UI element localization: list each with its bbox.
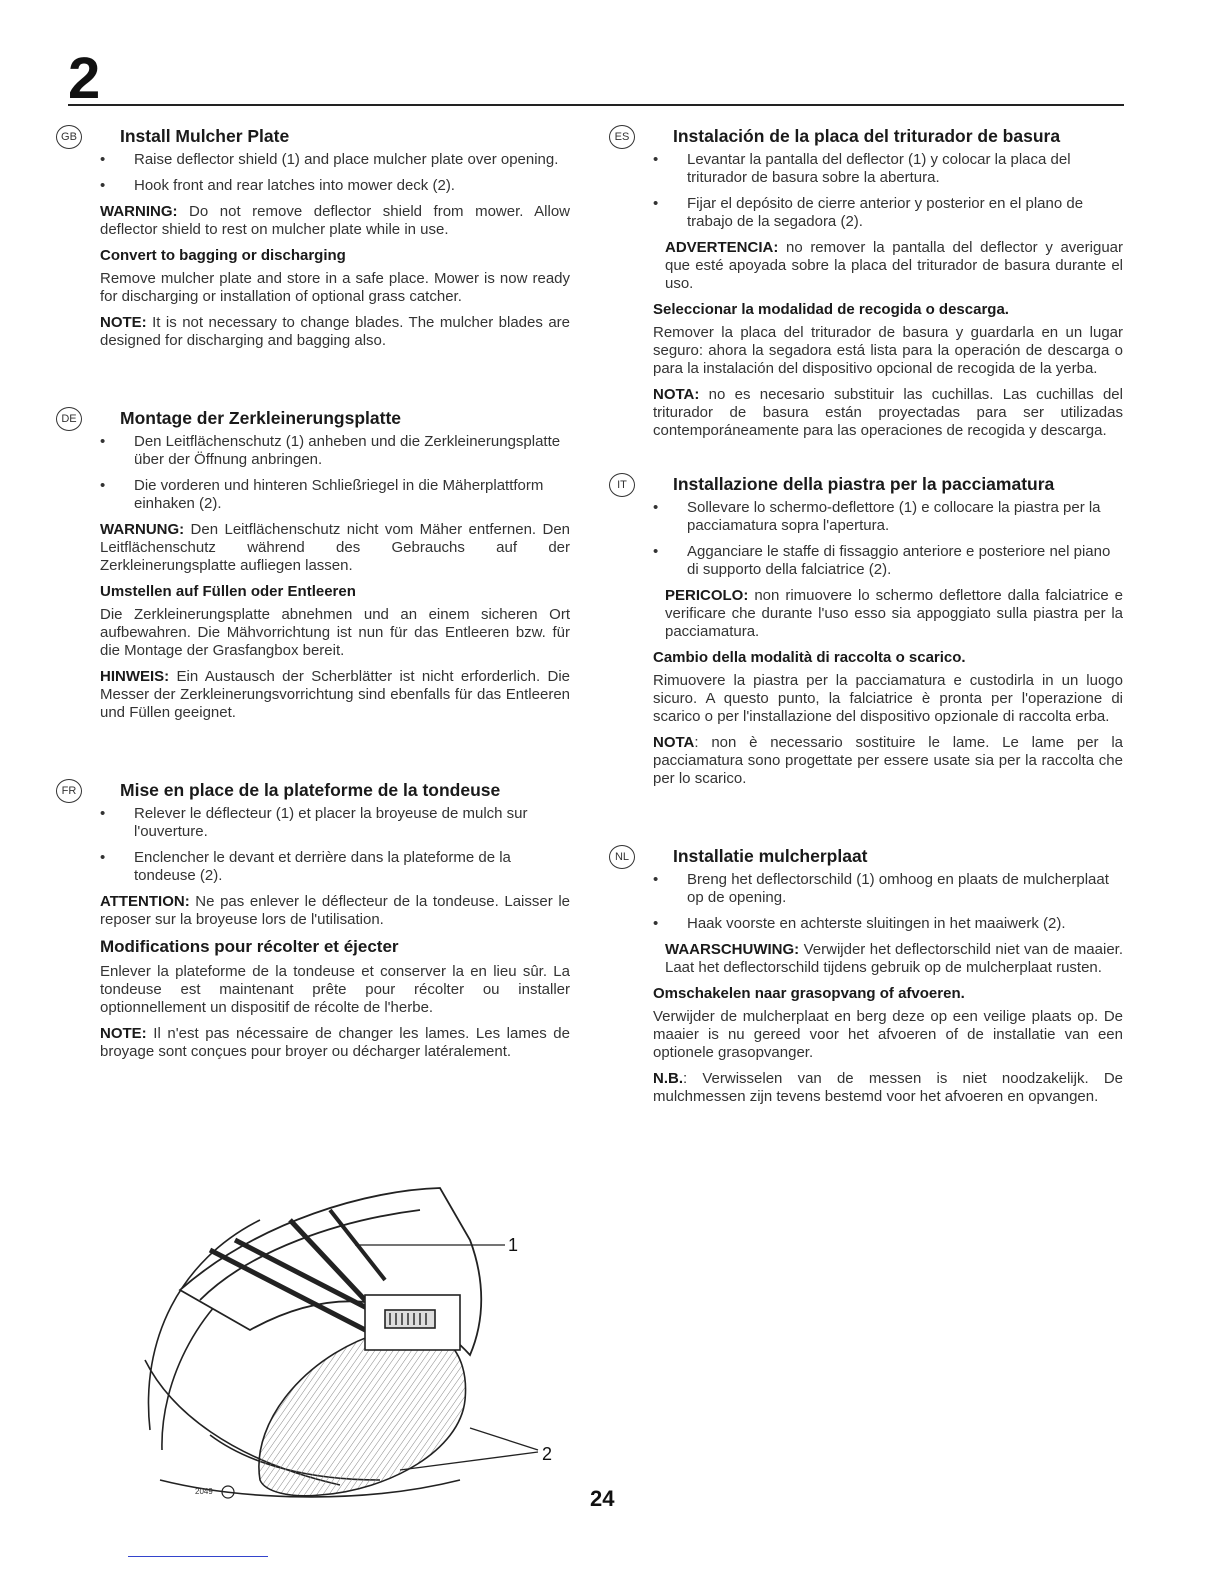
note-label: HINWEIS: [100,668,170,685]
subheading: Omschakelen naar grasopvang of afvoeren. [653,985,965,1002]
bullet-icon: • [653,499,659,516]
bullet-icon: • [100,805,106,822]
instruction-list [100,151,570,195]
header-rule [68,104,1124,106]
section-es [614,126,1123,440]
language-badge-it: IT [609,473,635,497]
section-nl-heading [614,846,1123,867]
bullet-icon: • [100,849,106,866]
instruction-list [653,499,1123,579]
right-column [614,126,1123,1114]
instruction-item: • Fijar el depósito de cierre anterior y posterior en el plano de trabajo de la segadora (2). [653,195,1084,230]
note-paragraph: NOTE: Il n'est pas nécessaire de changer les lames. Les lames de broyage sont conçues pour broyer ou décharger latéralement. [100,1025,570,1060]
callout-2-label: 2 [542,1444,553,1464]
instruction-item: • Hook front and rear latches into mower deck (2). [100,177,455,194]
warning-paragraph: PERICOLO: non rimuovere lo schermo deflettore dalla falciatrice e verificare che durante l'uso esso sia appoggiato sulla piastra per la pacciamatura. [665,587,1123,640]
note-paragraph: NOTA: no es necesario substituir las cuchillas. Las cuchillas del triturador de basura están proyectadas para ser utilizadas contemporáneamente para las operaciones de recogida y descarga. [653,386,1123,439]
body-paragraph: Remover la placa del triturador de basura y guardarla en un lugar seguro: ahora la segadora está lista para la operación de descarga o para la instalación del dispositivo opcional de recogida de la yerba. [653,324,1123,377]
instruction-list [653,871,1123,933]
section-title: Install Mulcher Plate [120,126,290,146]
instruction-item: • Die vorderen und hinteren Schließriegel in die Mäherplattform einhaken (2). [100,477,544,512]
warning-paragraph: WAARSCHUWING: Verwijder het deflectorschild niet van de maaier. Laat het deflectorschild tijdens gebruik op de mulcherplaat rusten. [665,941,1123,976]
instruction-list [100,433,570,513]
warning-label: ADVERTENCIA: [665,239,779,256]
note-paragraph: NOTE: It is not necessary to change blades. The mulcher blades are designed for discharging and bagging also. [100,314,570,349]
subheading: Seleccionar la modalidad de recogida o descarga. [653,301,1009,318]
warning-label: PERICOLO: [665,587,749,604]
bullet-icon: • [653,915,659,932]
note-paragraph: N.B.: Verwisselen van de messen is niet noodzakelijk. De mulchmessen zijn tevens bestemd voor het afvoeren en opvangen. [653,1070,1123,1105]
warning-paragraph: ATTENTION: Ne pas enlever le déflecteur de la tondeuse. Laisser le reposer sur la broyeuse lors de l'utilisation. [100,893,570,928]
warning-paragraph: WARNUNG: Den Leitflächenschutz nicht vom Mäher entfernen. Den Leitflächenschutz während des Gebrauchs auf der Zerkleinerungsplatte aufliegen lassen. [100,521,570,574]
note-paragraph: HINWEIS: Ein Austausch der Scherblätter ist nicht erforderlich. Die Messer der Zerkleinerungsvorrichtung sind ebenfalls für das Entleeren und Füllen geeignet. [100,668,570,721]
bullet-icon: • [653,151,659,168]
subheading: Cambio della modalità di raccolta o scarico. [653,649,966,666]
body-paragraph: Enlever la plateforme de la tondeuse et conserver la en lieu sûr. La tondeuse est maintenant prête pour récolter ou installer optionnellement un dispositif de récolte de l'herbe. [100,963,570,1016]
warning-paragraph: WARNING: Do not remove deflector shield from mower. Allow deflector shield to rest on mulcher plate while in use. [100,203,570,238]
page-number: 24 [590,1486,615,1511]
subheading: Modifications pour récolter et éjecter [100,937,399,956]
bullet-icon: • [100,151,106,168]
bullet-icon: • [653,871,659,888]
instruction-item: • Enclencher le devant et derrière dans la plateforme de la tondeuse (2). [100,849,511,884]
section-de-heading [61,408,570,429]
section-title: Installatie mulcherplaat [673,846,868,866]
bullet-icon: • [100,433,106,450]
instruction-item: • Relever le déflecteur (1) et placer la broyeuse de mulch sur l'ouverture. [100,805,528,840]
body-paragraph: Verwijder de mulcherplaat en berg deze op een veilige plaats op. De maaier is nu gereed voor het afvoeren of de installatie van een optionele grasopvanger. [653,1008,1123,1061]
section-nl [614,846,1123,1106]
language-badge-gb: GB [56,125,82,149]
section-it-heading [617,474,1123,495]
instruction-list [653,151,1123,231]
instruction-item: • Raise deflector shield (1) and place mulcher plate over opening. [100,151,559,168]
note-label: NOTA: [653,386,700,403]
language-badge-es: ES [609,125,635,149]
section-fr [61,780,570,1061]
section-it [617,474,1123,788]
warning-label: WARNING: [100,203,178,220]
language-badge-de: DE [56,407,82,431]
language-badge-nl: NL [609,845,635,869]
note-label: NOTE: [100,1025,147,1042]
note-label: NOTE: [100,314,147,331]
instruction-item: • Den Leitflächenschutz (1) anheben und die Zerkleinerungsplatte über der Öffnung anbringen. [100,433,561,468]
instruction-item: • Levantar la pantalla del deflector (1) y colocar la placa del triturador de basura sobre la abertura. [653,151,1071,186]
warning-label: WAARSCHUWING: [665,941,800,958]
instruction-item: • Breng het deflectorschild (1) omhoog en plaats de mulcherplaat op de opening. [653,871,1109,906]
section-title: Mise en place de la plateforme de la tondeuse [120,780,501,800]
instruction-item: • Agganciare le staffe di fissaggio anteriore e posteriore nel piano di supporto della falciatrice (2). [653,543,1111,578]
instruction-item: • Haak voorste en achterste sluitingen in het maaiwerk (2). [653,915,1066,932]
note-label: NOTA [653,734,695,751]
note-label: N.B. [653,1070,683,1087]
section-fr-heading [61,780,570,801]
section-gb [61,126,570,350]
section-gb-heading [61,126,570,147]
warning-label: WARNUNG: [100,521,185,538]
note-paragraph: NOTA: non è necessario sostituire le lame. Le lame per la pacciamatura sono progettate per essere usate sia per la raccolta che per lo scarico. [653,734,1123,787]
section-title: Installazione della piastra per la pacciamatura [673,474,1055,494]
mulcher-plate-illustration [140,1180,580,1510]
body-paragraph: Die Zerkleinerungsplatte abnehmen und an einem sicheren Ort aufbewahren. Die Mähvorrichtung ist nun für das Entleeren bzw. für die Montage der Grasfangbox bereit. [100,606,570,659]
body-paragraph: Rimuovere la piastra per la pacciamatura e custodirla in un luogo sicuro. A questo punto, la falciatrice è pronta per l'operazione di scarico o per l'installazione del dispositivo opzionale di raccolta erba. [653,672,1123,725]
section-title: Montage der Zerkleinerungsplatte [120,408,402,428]
bullet-icon: • [653,195,659,212]
callout-1-label: 1 [508,1235,519,1255]
language-badge-fr: FR [56,779,82,803]
section-es-heading [614,126,1123,147]
warning-paragraph: ADVERTENCIA: no remover la pantalla del deflector y averiguar que esté apoyada sobre la placa del triturador de basura durante el uso. [665,239,1123,292]
footer-underline [128,1556,268,1557]
subheading: Convert to bagging or discharging [100,247,346,264]
bullet-icon: • [100,477,106,494]
bullet-icon: • [653,543,659,560]
section-de [61,408,570,722]
instruction-list [100,805,570,885]
subheading: Umstellen auf Füllen oder Entleeren [100,583,356,600]
warning-label: ATTENTION: [100,893,190,910]
chapter-number: 2 [68,46,101,111]
section-title: Instalación de la placa del triturador de basura [673,126,1061,146]
figure-code: 2049 [195,1487,213,1496]
bullet-icon: • [100,177,106,194]
left-column [61,126,570,1069]
instruction-item: • Sollevare lo schermo-deflettore (1) e collocare la piastra per la pacciamatura sopra l'apertura. [653,499,1101,534]
body-paragraph: Remove mulcher plate and store in a safe place. Mower is now ready for discharging or installation of optional grass catcher. [100,270,570,305]
